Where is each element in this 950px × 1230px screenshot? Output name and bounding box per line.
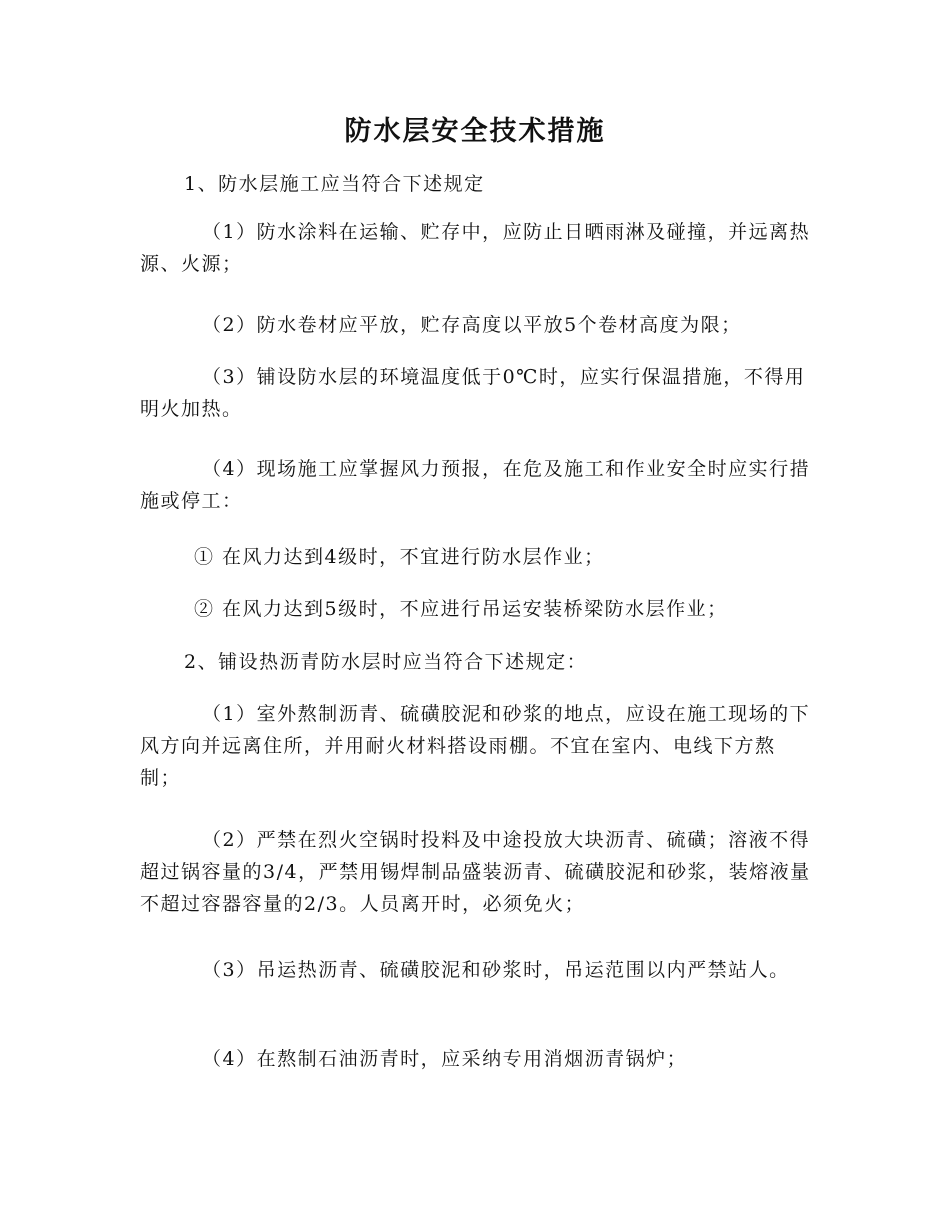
document-title: 防水层安全技术措施	[344, 116, 606, 147]
paragraph-1-4: （4）现场施工应掌握风力预报，在危及施工和作业安全时应实行措施或停工：	[140, 458, 811, 512]
paragraph-1-2: （2）防水卷材应平放，贮存高度以平放5个卷材高度为限；	[202, 314, 742, 336]
paragraph-1-1: （1）防水涂料在运输、贮存中，应防止日晒雨淋及碰撞，并远离热源、火源；	[140, 221, 811, 275]
paragraph-2-3: （3）吊运热沥青、硫磺胶泥和砂浆时，吊运范围以内严禁站人。	[202, 959, 790, 981]
paragraph-section-1: 1、防水层施工应当符合下述规定	[184, 173, 485, 195]
paragraph-1-3: （3）铺设防水层的环境温度低于0℃时，应实行保温措施，不得用明火加热。	[140, 366, 806, 420]
paragraph-section-2: 2、铺设热沥青防水层时应当符合下述规定：	[184, 651, 588, 673]
paragraph-wind-level-4: ① 在风力达到4级时，不宜进行防水层作业；	[194, 546, 605, 568]
paragraph-2-4: （4）在熬制石油沥青时，应采纳专用消烟沥青锅炉；	[202, 1048, 688, 1070]
paragraph-wind-level-5: ② 在风力达到5级时，不应进行吊运安装桥梁防水层作业；	[194, 598, 728, 620]
paragraph-2-2: （2）严禁在烈火空锅时投料及中途投放大块沥青、硫磺；溶液不得超过锅容量的3/4，严禁用锡焊制品盛装沥青、硫磺胶泥和砂浆，装熔液量不超过容器容量的2/3。人员离开时，必须免火；	[140, 829, 811, 915]
paragraph-2-1: （1）室外熬制沥青、硫磺胶泥和砂浆的地点，应设在施工现场的下风方向并远离住所，并用耐火材料搭设雨棚。不宜在室内、电线下方熬制；	[140, 703, 811, 789]
